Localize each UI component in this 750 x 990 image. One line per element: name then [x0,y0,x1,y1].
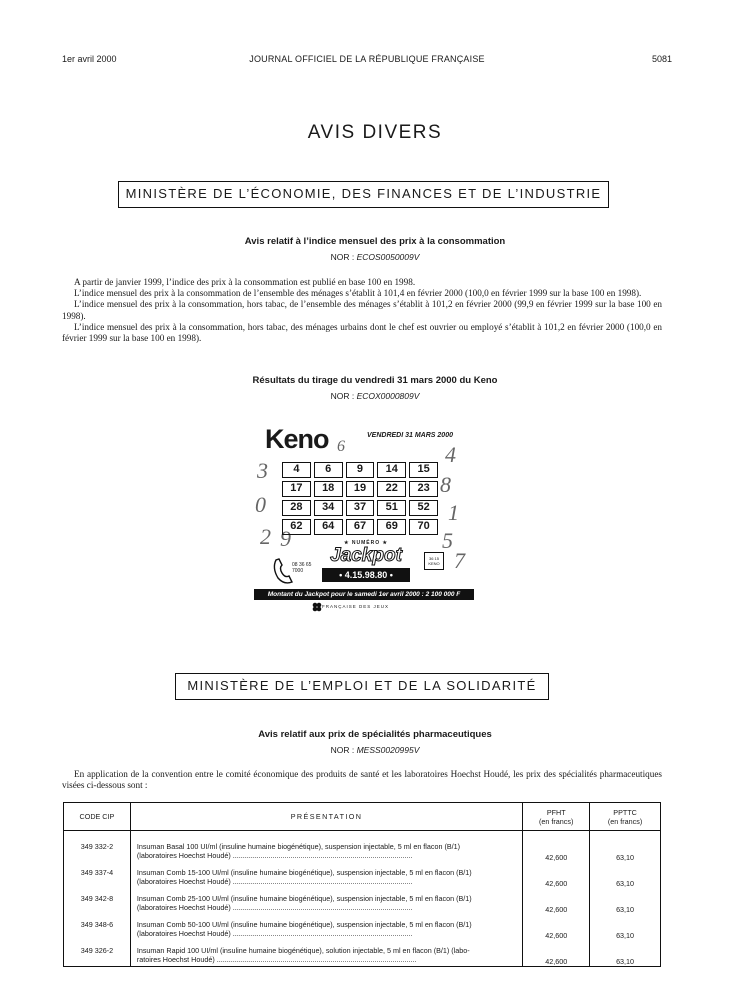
notice-title-keno: Résultats du tirage du vendredi 31 mars 2000 du Keno [252,375,498,386]
ministry-heading-economy: MINISTÈRE DE L’ÉCONOMIE, DES FINANCES ET DE L’INDUSTRIE [118,181,609,208]
ministry-heading-employment: MINISTÈRE DE L’EMPLOI ET DE LA SOLIDARITÉ [175,673,549,700]
notice-title-cpi: Avis relatif à l’indice mensuel des prix à la consommation [244,236,506,247]
keno-number: 4 [282,462,311,478]
decorative-digit: 8 [440,472,451,497]
pfttc-value: 63,10 [590,888,661,914]
keno-results-figure [252,420,476,617]
keno-row [282,500,438,516]
nor-code: ECOX0000809V [356,391,420,401]
pfttc-value: 63,10 [590,831,661,863]
journal-title: JOURNAL OFFICIEL DE LA RÉPUBLIQUE FRANÇAISE [249,54,485,64]
keno-number: 51 [377,500,406,516]
minitel-line: 36 15 [428,556,439,561]
paragraph: L’indice mensuel des prix à la consommation de l’ensemble des ménages s’établit à 101,4 en février 2000 (100,0 en février 1999 sur la base 100 en 1998). [74,288,642,299]
decorative-digit: 5 [442,528,453,553]
decorative-digit: 0 [255,492,266,517]
keno-number: 22 [377,481,406,497]
header-unit: (en francs) [607,816,643,826]
nor-label: NOR : [330,252,355,262]
paragraph: A partir de janvier 1999, l’indice des prix à la consommation est publié en base 100 en 1998. [74,277,416,287]
decorative-digit: 2 [260,524,271,549]
keno-number-grid [282,462,438,538]
presentation-line: Insuman Rapid 100 UI/ml (insuline humaine biogénétique), solution injectable, 5 ml en flacon (B/1) (labo- [136,946,470,955]
pfttc-value: 63,10 [590,914,661,940]
keno-number: 28 [282,500,311,516]
keno-number: 67 [346,519,375,535]
nor-reference-cpi [0,252,750,262]
nor-code: ECOS0050009V [356,252,420,262]
keno-number: 18 [314,481,343,497]
phone-line: 08 36 65 [292,562,312,568]
keno-number: 9 [346,462,375,478]
keno-number: 17 [282,481,311,497]
nor-label: NOR : [330,745,355,755]
paragraph: En application de la convention entre le comité économique des produits de santé et les laboratoires Hoechst Houdé, les prix des spécialités pharmaceutiques visées ci-dessous sont : [62,769,662,791]
column-header-pfttc [590,803,661,831]
nor-code: MESS0020995V [356,745,420,755]
nor-label: NOR : [330,391,355,401]
keno-number: 14 [377,462,406,478]
presentation-line: (laboratoires Hoechst Houdé) .......................................................................................... [136,877,413,886]
cip-code: 349 332-2 [64,831,131,863]
presentation-line: ratoires Hoechst Houdé) .................................................................................................... [136,955,417,964]
presentation-line: (laboratoires Hoechst Houdé) .......................................................................................... [136,903,413,912]
presentation-line: Insuman Basal 100 UI/ml (insuline humaine biogénétique), suspension injectable, 5 ml en flacon (B/1) [136,842,461,851]
cip-code: 349 326-2 [64,940,131,967]
keno-row [282,519,438,535]
pfht-value: 42,600 [523,940,590,967]
keno-number: 23 [409,481,438,497]
cpi-paragraphs [62,277,662,344]
keno-number: 34 [314,500,343,516]
presentation-line: Insuman Comb 15-100 UI/ml (insuline humaine biogénétique), suspension injectable, 5 ml en flacon (B/1) [136,868,472,877]
pfht-value: 42,600 [523,914,590,940]
keno-number: 70 [409,519,438,535]
phone-number [292,562,311,574]
table-row [64,862,661,888]
keno-number: 19 [346,481,375,497]
pharma-intro [62,769,662,791]
decorative-digit: 1 [448,500,459,525]
presentation-cell [130,940,522,967]
notice-title-pharma: Avis relatif aux prix de spécialités pharmaceutiques [258,729,492,740]
keno-number: 62 [282,519,311,535]
table-header-row [64,803,661,831]
header-label: PPTTC [613,807,637,817]
pfttc-value: 63,10 [590,862,661,888]
cip-code: 349 342-8 [64,888,131,914]
keno-number: 69 [377,519,406,535]
column-header-presentation: PRÉSENTATION [130,803,522,831]
decorative-digit: 3 [257,458,268,483]
keno-number: 15 [409,462,438,478]
minitel-icon [424,552,444,570]
main-title: AVIS DIVERS [307,122,443,143]
pfht-value: 42,600 [523,888,590,914]
header-label: PFHT [546,807,566,817]
jackpot-label: ★ NUMÉRO ★ [344,540,388,546]
cip-code: 349 348-6 [64,914,131,940]
table-row [64,940,661,967]
header-unit: (en francs) [539,816,574,826]
page-header [62,54,672,68]
decorative-digit: 4 [445,442,456,467]
column-header-code: CODE CIP [64,803,131,831]
keno-number: 52 [409,500,438,516]
page-number: 5081 [651,54,672,64]
cip-code: 349 337-4 [64,862,131,888]
pharma-price-table [63,802,661,967]
keno-draw-date: VENDREDI 31 MARS 2000 [367,432,453,439]
pfht-value: 42,600 [523,862,590,888]
pfttc-value: 63,10 [590,940,661,967]
decorative-digit: 9 [280,526,291,551]
issue-date: 1er avril 2000 [62,54,117,64]
jackpot-word: Jackpot [330,545,402,566]
presentation-line: (laboratoires Hoechst Houdé) .......................................................................................... [136,851,413,860]
fdj-logo-text: FRANÇAISE DES JEUX [322,604,390,609]
paragraph: L’indice mensuel des prix à la consommation, hors tabac, des ménages urbains dont le chef est ouvrier ou employé s’établit à 101,2 en février 2000 (100,0 en février 1999 sur la base 100 en 1998). [62,321,662,344]
keno-number: 6 [314,462,343,478]
decorative-digit: 7 [454,548,465,573]
presentation-cell [130,862,522,888]
presentation-line: (laboratoires Hoechst Houdé) .......................................................................................... [136,929,413,938]
keno-number: 37 [346,500,375,516]
column-header-pfht [523,803,590,831]
presentation-line: Insuman Comb 50-100 UI/ml (insuline humaine biogénétique), suspension injectable, 5 ml en flacon (B/1) [136,920,472,929]
table-row [64,888,661,914]
decorative-digit: 6 [337,438,345,455]
phone-line: 7000 [292,568,304,574]
presentation-line: Insuman Comb 25-100 UI/ml (insuline humaine biogénétique), suspension injectable, 5 ml en flacon (B/1) [136,894,472,903]
pfht-value: 42,600 [523,831,590,863]
nor-reference-keno [0,391,750,401]
presentation-cell [130,914,522,940]
jackpot-number: • 4.15.98.80 • [322,568,410,582]
table-row [64,914,661,940]
fdj-clover-icon [312,602,322,612]
keno-logo: Keno [265,424,329,454]
presentation-cell [130,831,522,863]
keno-row [282,481,438,497]
presentation-cell [130,888,522,914]
jackpot-block [322,540,410,582]
paragraph: L’indice mensuel des prix à la consommation, hors tabac, de l’ensemble des ménages s’établit à 101,2 en février 2000 (99,9 en février 1999 sur la base 100 en 1998). [62,299,662,321]
keno-number: 64 [314,519,343,535]
nor-reference-pharma [0,745,750,755]
minitel-line: KENO [428,561,440,566]
keno-row [282,462,438,478]
jackpot-amount-banner: Montant du Jackpot pour le samedi 1er avril 2000 : 2 100 000 F [254,589,474,600]
table-row [64,831,661,863]
